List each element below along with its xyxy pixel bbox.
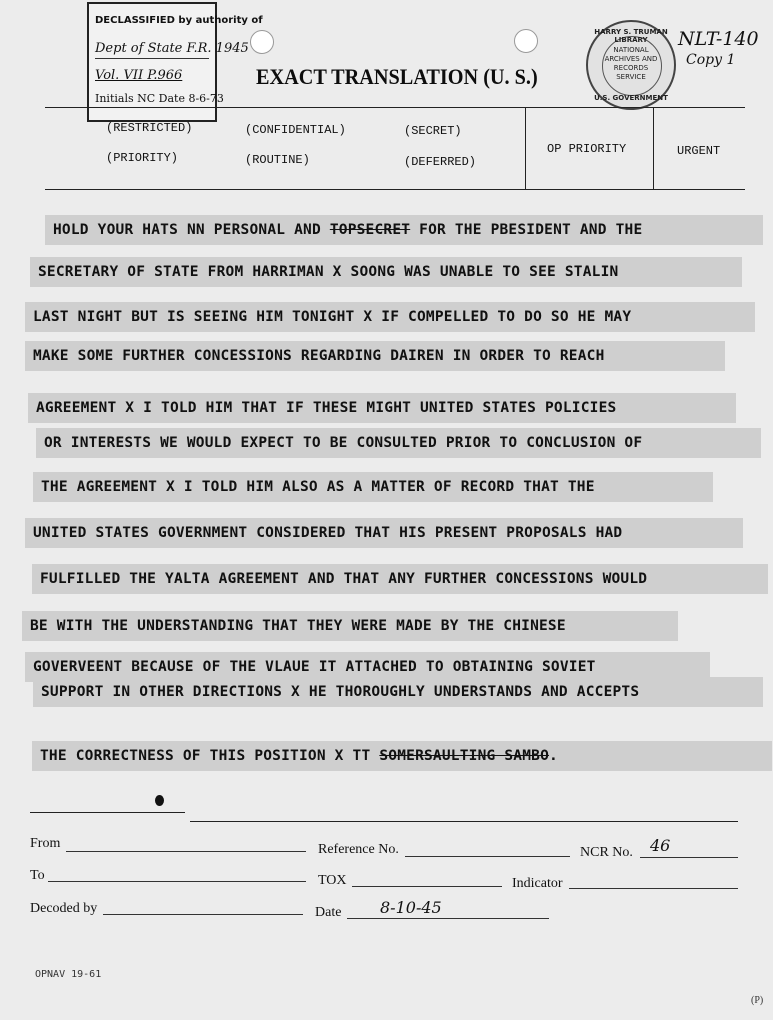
declass-underline [95, 58, 209, 59]
message-line-10: BE WITH THE UNDERSTANDING THAT THEY WERE MADE BY THE CHINESE [22, 611, 678, 641]
struck-text: SOMERSAULTING SAMBO [379, 748, 550, 764]
decoded-by-label: Decoded by [30, 901, 98, 916]
message-line-11: GOVERVEENT BECAUSE OF THE VLAUE IT ATTACHED TO OBTAINING SOVIET [25, 652, 710, 682]
page-mark: (P) [751, 995, 764, 1006]
punch-hole-left [250, 30, 274, 54]
ncr-field[interactable] [640, 857, 738, 858]
footer-divider-left [30, 812, 185, 813]
ncr-value: 46 [650, 836, 671, 855]
class-box-top-rule [45, 107, 745, 108]
copy-note: Copy 1 [686, 52, 736, 68]
seal-middle-text: NATIONAL ARCHIVES AND RECORDS SERVICE [604, 46, 658, 81]
message-line-2: SECRETARY OF STATE FROM HARRIMAN X SOONG WAS UNABLE TO SEE STALIN [30, 257, 742, 287]
message-line-5: AGREEMENT X I TOLD HIM THAT IF THESE MIGHT UNITED STATES POLICIES [28, 393, 736, 423]
decoded-by-field[interactable] [103, 914, 303, 915]
message-line-3: LAST NIGHT BUT IS SEEING HIM TONIGHT X IF COMPELLED TO DO SO HE MAY [25, 302, 755, 332]
declass-authority: Dept of State F.R. 1945 [95, 41, 249, 56]
declass-volume: Vol. VII P.966 [95, 68, 183, 83]
date-label: Date [315, 905, 342, 920]
class-deferred: (DEFERRED) [404, 155, 477, 169]
reference-field[interactable] [405, 856, 570, 857]
reference-label: Reference No. [318, 842, 399, 857]
from-label: From [30, 836, 61, 851]
message-line-12: SUPPORT IN OTHER DIRECTIONS X HE THOROUGHLY UNDERSTANDS AND ACCEPTS [33, 677, 763, 707]
declass-header: DECLASSIFIED by authority of [95, 15, 263, 26]
class-secret: (SECRET) [404, 124, 462, 138]
date-field[interactable] [347, 918, 549, 919]
footer-divider [190, 821, 738, 822]
class-urgent: URGENT [677, 144, 721, 158]
class-priority: (PRIORITY) [106, 151, 179, 165]
tox-label: TOX [318, 873, 347, 888]
message-line-13: THE CORRECTNESS OF THIS POSITION X TT SOMERSAULTING SAMBO. [32, 741, 772, 771]
declass-initials-date: Initials NC Date 8-6-73 [95, 92, 224, 105]
message-line-8: UNITED STATES GOVERNMENT CONSIDERED THAT HIS PRESENT PROPOSALS HAD [25, 518, 743, 548]
class-restricted: (RESTRICTED) [106, 121, 193, 135]
message-line-7: THE AGREEMENT X I TOLD HIM ALSO AS A MATTER OF RECORD THAT THE [33, 472, 713, 502]
ncr-label: NCR No. [580, 845, 633, 860]
indicator-field[interactable] [569, 888, 738, 889]
class-box-divider-2 [653, 107, 654, 189]
class-box-bottom-rule [45, 189, 745, 190]
seal-bottom-text: U.S. GOVERNMENT [594, 94, 668, 102]
struck-text: TOPSECRET [329, 222, 411, 238]
seal-top-text: HARRY S. TRUMAN LIBRARY [594, 28, 668, 44]
message-line-1: HOLD YOUR HATS NN PERSONAL AND TOPSECRET FOR THE PBESIDENT AND THE [45, 215, 763, 245]
indicator-label: Indicator [512, 876, 563, 891]
class-confidential: (CONFIDENTIAL) [245, 123, 346, 137]
ink-spot [155, 795, 164, 806]
message-line-9: FULFILLED THE YALTA AGREEMENT AND THAT ANY FURTHER CONCESSIONS WOULD [32, 564, 768, 594]
library-seal [586, 20, 676, 110]
to-field[interactable] [48, 881, 306, 882]
message-line-4: MAKE SOME FURTHER CONCESSIONS REGARDING DAIREN IN ORDER TO REACH [25, 341, 725, 371]
declassification-stamp [87, 2, 263, 122]
message-line-6: OR INTERESTS WE WOULD EXPECT TO BE CONSULTED PRIOR TO CONCLUSION OF [36, 428, 761, 458]
punch-hole-right [514, 29, 538, 53]
reference-code: NLT-140 [678, 28, 759, 50]
date-value: 8-10-45 [380, 898, 442, 917]
form-number: OPNAV 19-61 [35, 969, 102, 980]
class-routine: (ROUTINE) [245, 153, 310, 167]
to-label: To [30, 868, 45, 883]
document-title: EXACT TRANSLATION (U. S.) [256, 64, 538, 89]
class-op-priority: OP PRIORITY [547, 142, 627, 156]
class-box-divider-1 [525, 107, 526, 189]
from-field[interactable] [66, 851, 306, 852]
tox-field[interactable] [352, 886, 502, 887]
